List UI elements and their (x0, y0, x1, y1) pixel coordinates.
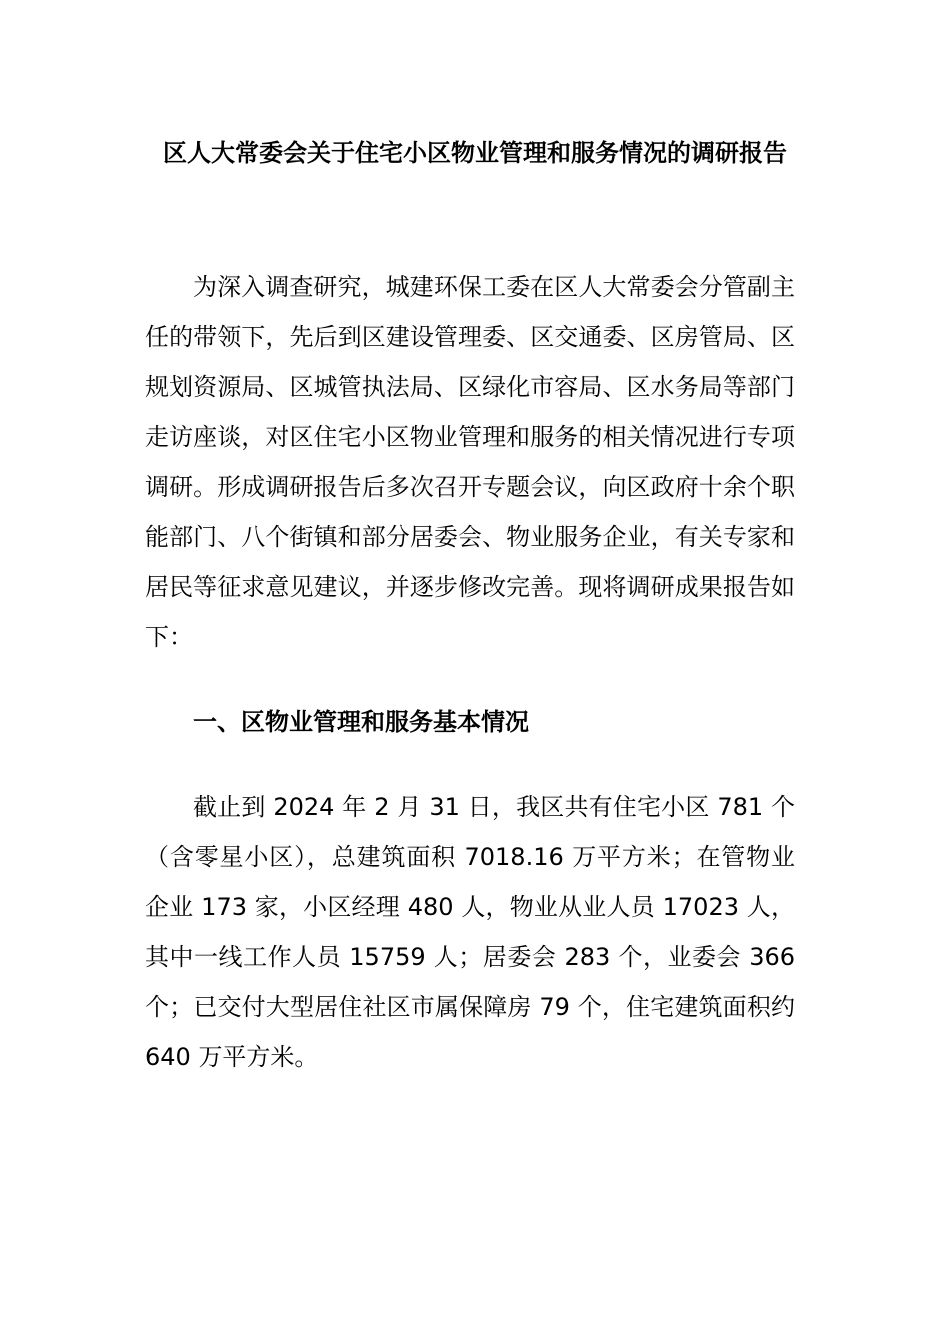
section-heading: 一、区物业管理和服务基本情况 (193, 708, 529, 736)
intro-paragraph: 为深入调查研究，城建环保工委在区人大常委会分管副主任的带领下，先后到区建设管理委、区交通委、区房管局、区规划资源局、区城管执法局、区绿化市容局、区水务局等部门走访座谈，对区住宅小区物业管理和服务的相关情况进行专项调研。形成调研报告后多次召开专题会议，向区政府十余个职能部门、八个街镇和部分居委会、物业服务企业，有关专家和居民等征求意见建议，并逐步修改完善。现将调研成果报告如下： (145, 273, 795, 651)
document-title: 区人大常委会关于住宅小区物业管理和服务情况的调研报告 (163, 139, 787, 167)
section-paragraph: 截止到 2024 年 2 月 31 日，我区共有住宅小区 781 个（含零星小区），总建筑面积 7018.16 万平方米；在管物业企业 173 家，小区经理 480 人，物业从业人员 17023 人，其中一线工作人员 15759 人；居委会 283 个，业委会 366 个；已交付大型居住社区市属保障房 79 个，住宅建筑面积约 640 万平方米。 (145, 793, 795, 1071)
